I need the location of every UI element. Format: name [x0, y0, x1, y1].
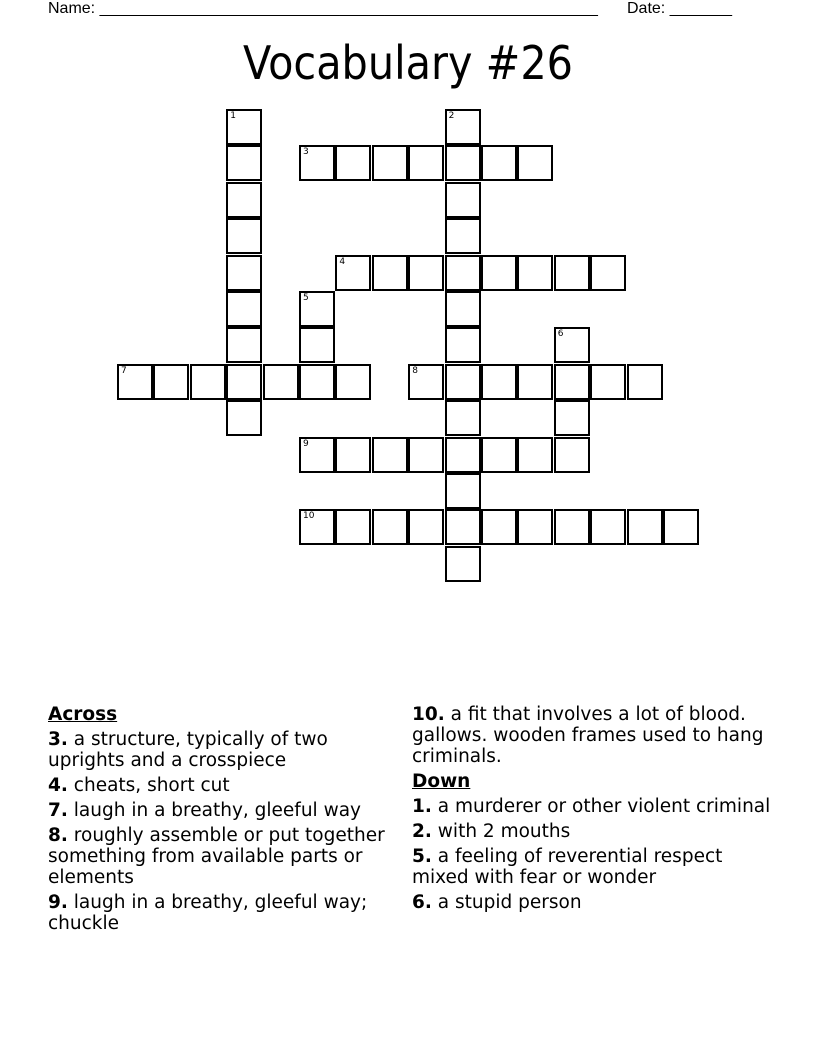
crossword-cell[interactable] [481, 437, 517, 473]
crossword-cell[interactable] [445, 255, 481, 291]
crossword-cell[interactable] [335, 437, 371, 473]
crossword-cell[interactable] [299, 437, 335, 473]
clue-text: laugh in a breathy, gleeful way [73, 800, 361, 821]
cell-number: 1 [230, 111, 236, 121]
crossword-cell[interactable] [445, 400, 481, 436]
page-title: Vocabulary #26 [242, 36, 574, 90]
crossword-cell[interactable] [226, 182, 262, 218]
cell-number: 10 [303, 511, 315, 522]
crossword-cell[interactable] [372, 145, 408, 181]
crossword-cell[interactable] [226, 255, 262, 291]
clue-text: roughly assemble or put together something from available parts or elements [48, 825, 385, 888]
crossword-cell[interactable] [481, 509, 517, 545]
clue-number: 8. [48, 825, 68, 846]
crossword-cell[interactable] [517, 145, 553, 181]
crossword-cell[interactable] [372, 437, 408, 473]
clue-number: 9. [48, 892, 68, 913]
crossword-cell[interactable] [517, 509, 553, 545]
crossword-cell[interactable] [590, 255, 626, 291]
crossword-cell[interactable] [299, 291, 335, 327]
crossword-cell[interactable] [408, 145, 444, 181]
down-clue-6 [412, 892, 782, 913]
crossword-cell[interactable] [445, 182, 481, 218]
crossword-cell[interactable] [299, 364, 335, 400]
crossword-cell[interactable] [554, 364, 590, 400]
crossword-cell[interactable] [590, 364, 626, 400]
crossword-cell[interactable] [226, 291, 262, 327]
crossword-cell[interactable] [226, 218, 262, 254]
crossword-cell[interactable] [554, 327, 590, 363]
crossword-cell[interactable] [190, 364, 226, 400]
name-field-label[interactable]: Name: ________________________________________________________ [48, 0, 598, 17]
crossword-cell[interactable] [117, 364, 153, 400]
crossword-cell[interactable] [335, 364, 371, 400]
crossword-cell[interactable] [408, 364, 444, 400]
crossword-cell[interactable] [226, 109, 262, 145]
crossword-cell[interactable] [554, 400, 590, 436]
across-clue-4 [48, 775, 393, 796]
crossword-cell[interactable] [226, 327, 262, 363]
crossword-cell[interactable] [445, 218, 481, 254]
clues-column-right [412, 704, 782, 917]
clue-number: 1. [412, 796, 432, 817]
cell-number: 8 [412, 365, 418, 376]
clue-number: 5. [412, 846, 432, 867]
crossword-cell[interactable] [445, 291, 481, 327]
clue-text: a stupid person [437, 892, 582, 913]
crossword-cell[interactable] [408, 255, 444, 291]
crossword-cell[interactable] [299, 145, 335, 181]
crossword-cell[interactable] [445, 509, 481, 545]
crossword-cell[interactable] [226, 145, 262, 181]
clue-number: 7. [48, 800, 68, 821]
down-clue-1 [412, 796, 782, 817]
crossword-cell[interactable] [263, 364, 299, 400]
clue-text: a structure, typically of two uprights and a crosspiece [48, 729, 328, 771]
cell-number: 3 [303, 147, 309, 158]
cell-number: 2 [448, 111, 455, 121]
crossword-cell[interactable] [481, 364, 517, 400]
across-clue-10 [412, 704, 782, 767]
cell-number: 6 [557, 329, 564, 340]
clue-number: 3. [48, 729, 68, 750]
crossword-cell[interactable] [299, 327, 335, 363]
crossword-cell[interactable] [481, 255, 517, 291]
across-clue-9 [48, 892, 393, 934]
clue-number: 4. [48, 775, 68, 796]
crossword-cell[interactable] [517, 255, 553, 291]
crossword-cell[interactable] [663, 509, 699, 545]
crossword-cell[interactable] [408, 509, 444, 545]
crossword-cell[interactable] [554, 437, 590, 473]
crossword-cell[interactable] [481, 145, 517, 181]
across-clue-3 [48, 729, 393, 771]
crossword-cell[interactable] [517, 437, 553, 473]
across-clue-7 [48, 800, 393, 821]
clue-text: a feeling of reverential respect mixed with fear or wonder [412, 846, 723, 888]
down-clue-5 [412, 846, 782, 888]
date-field-label[interactable]: Date: _______ [627, 0, 732, 17]
cell-number: 9 [303, 438, 309, 449]
clue-text: with 2 mouths [437, 821, 571, 842]
clue-text: a murderer or other violent criminal [437, 796, 771, 817]
crossword-cell[interactable] [590, 509, 626, 545]
crossword-cell[interactable] [445, 546, 481, 582]
cell-number: 7 [121, 365, 127, 376]
clue-text: cheats, short cut [73, 775, 230, 796]
clue-number: 6. [412, 892, 432, 913]
crossword-cell[interactable] [445, 327, 481, 363]
clue-text: laugh in a breathy, gleeful way; chuckle [48, 892, 368, 934]
crossword-cell[interactable] [372, 509, 408, 545]
down-heading: Down [412, 771, 471, 792]
across-clue-8 [48, 825, 393, 888]
crossword-cell[interactable] [445, 473, 481, 509]
crossword-cell[interactable] [335, 255, 371, 291]
crossword-cell[interactable] [627, 509, 663, 545]
crossword-cell[interactable] [445, 364, 481, 400]
crossword-cell[interactable] [517, 364, 553, 400]
crossword-cell[interactable] [153, 364, 189, 400]
clue-number: 10. [412, 704, 445, 725]
crossword-cell[interactable] [445, 109, 481, 145]
across-heading: Across [48, 704, 118, 725]
crossword-cell[interactable] [554, 509, 590, 545]
cell-number: 5 [303, 293, 309, 303]
crossword-cell[interactable] [335, 509, 371, 545]
cell-number: 4 [339, 256, 346, 267]
crossword-cell[interactable] [372, 255, 408, 291]
crossword-cell[interactable] [445, 145, 481, 181]
crossword-cell[interactable] [226, 400, 262, 436]
down-clue-2 [412, 821, 782, 842]
crossword-cell[interactable] [335, 145, 371, 181]
clue-text: a fit that involves a lot of blood. gallows. wooden frames used to hang criminals. [412, 704, 764, 767]
crossword-cell[interactable] [226, 364, 262, 400]
crossword-cell[interactable] [299, 509, 335, 545]
crossword-cell[interactable] [554, 255, 590, 291]
clues-column-left [48, 704, 393, 938]
crossword-cell[interactable] [408, 437, 444, 473]
crossword-cell[interactable] [627, 364, 663, 400]
crossword-cell[interactable] [445, 437, 481, 473]
clue-number: 2. [412, 821, 432, 842]
